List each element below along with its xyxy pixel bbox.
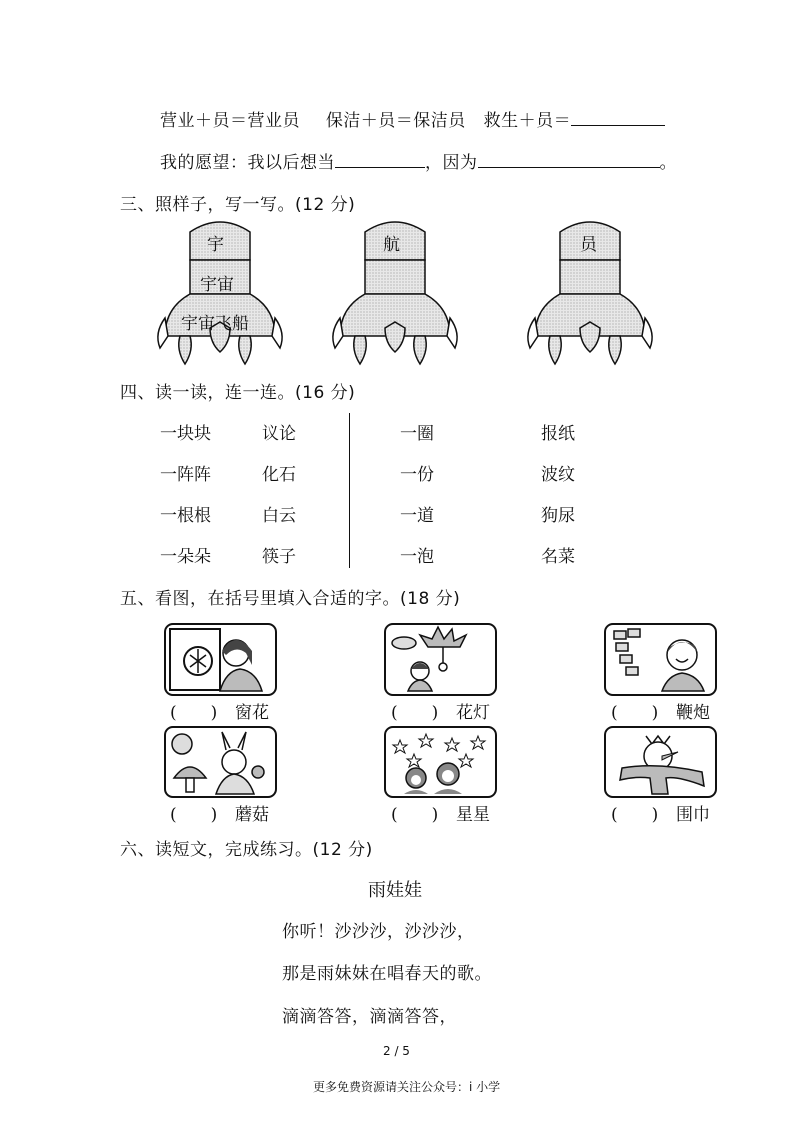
passage-line-3: 滴滴答答，滴滴答答， bbox=[282, 1007, 457, 1027]
word-6: 围巾 bbox=[676, 805, 710, 825]
answer-paren-4[interactable]: ( ) bbox=[170, 805, 218, 825]
answer-paren-6[interactable]: ( ) bbox=[611, 805, 659, 825]
noun-right-1: 报纸 bbox=[541, 424, 575, 444]
rocket3-top-label: 员 bbox=[580, 235, 597, 255]
stars-monkeys-icon bbox=[386, 728, 495, 796]
rocket1-bottom-label: 宇宙飞船 bbox=[181, 314, 249, 334]
picture-1 bbox=[164, 623, 277, 696]
noun-right-4: 名菜 bbox=[541, 547, 575, 567]
phrase-right-3: 一道 bbox=[400, 506, 434, 526]
section5-heading: 五、看图，在括号里填入合适的字。(18 分) bbox=[120, 589, 461, 609]
passage-line-2: 那是雨妹妹在唱春天的歌。 bbox=[282, 964, 492, 984]
noun-right-2: 波纹 bbox=[541, 465, 575, 485]
passage-title: 雨娃娃 bbox=[368, 880, 422, 901]
wish-suffix: 。 bbox=[659, 153, 677, 173]
word-1: 窗花 bbox=[235, 703, 269, 723]
phrase-left-1: 一块块 bbox=[160, 424, 211, 444]
wish-middle: ，因为 bbox=[425, 153, 478, 173]
section4-heading: 四、读一读，连一连。(16 分) bbox=[120, 383, 356, 403]
paper-cutting-girl-icon bbox=[166, 625, 275, 694]
equation-3: 救生＋员＝ bbox=[483, 111, 572, 131]
footer-note: 更多免费资源请关注公众号：i 小学 bbox=[313, 1080, 501, 1094]
noun-left-3: 白云 bbox=[262, 506, 296, 526]
wish-prefix: 我的愿望：我以后想当 bbox=[160, 153, 335, 173]
rocket1-top-label: 宇 bbox=[207, 235, 224, 255]
rocket2-middle-blank[interactable] bbox=[366, 268, 424, 298]
word-2: 花灯 bbox=[456, 703, 490, 723]
picture-3 bbox=[604, 623, 717, 696]
noun-right-3: 狗尿 bbox=[541, 506, 575, 526]
noun-left-1: 议论 bbox=[262, 424, 296, 444]
phrase-left-2: 一阵阵 bbox=[160, 465, 211, 485]
picture-2 bbox=[384, 623, 497, 696]
phrase-left-3: 一根根 bbox=[160, 506, 211, 526]
fill-line-2 bbox=[160, 148, 677, 173]
answer-paren-3[interactable]: ( ) bbox=[611, 703, 659, 723]
answer-paren-1[interactable]: ( ) bbox=[170, 703, 218, 723]
answer-paren-2[interactable]: ( ) bbox=[391, 703, 439, 723]
reason-blank[interactable] bbox=[478, 149, 660, 168]
rocket3-middle-blank[interactable] bbox=[561, 268, 619, 298]
section6-heading: 六、读短文，完成练习。(12 分) bbox=[120, 840, 373, 860]
page-number: 2 / 5 bbox=[383, 1044, 410, 1058]
passage-line-1: 你听！沙沙沙，沙沙沙， bbox=[282, 922, 475, 942]
mushroom-rabbit-icon bbox=[166, 728, 275, 796]
rocket2-top-label: 航 bbox=[383, 235, 400, 255]
answer-blank-1[interactable] bbox=[571, 107, 665, 126]
picture-6 bbox=[604, 726, 717, 798]
snowman-scarf-icon bbox=[606, 728, 715, 796]
phrase-left-4: 一朵朵 bbox=[160, 547, 211, 567]
lantern-girl-icon bbox=[386, 625, 495, 694]
fill-line-1 bbox=[160, 106, 665, 131]
section3-heading: 三、照样子，写一写。(12 分) bbox=[120, 195, 356, 215]
firecracker-boy-icon bbox=[606, 625, 715, 694]
equation-1: 营业＋员＝营业员 bbox=[160, 111, 300, 131]
column-divider bbox=[349, 413, 350, 568]
picture-4 bbox=[164, 726, 277, 798]
answer-paren-5[interactable]: ( ) bbox=[391, 805, 439, 825]
wish-blank[interactable] bbox=[335, 149, 425, 168]
equation-2: 保洁＋员＝保洁员 bbox=[325, 111, 466, 131]
phrase-right-2: 一份 bbox=[400, 465, 434, 485]
phrase-right-4: 一泡 bbox=[400, 547, 434, 567]
word-4: 蘑菇 bbox=[235, 805, 269, 825]
noun-left-2: 化石 bbox=[262, 465, 296, 485]
rocket1-middle-label: 宇宙 bbox=[200, 275, 234, 295]
word-3: 鞭炮 bbox=[676, 703, 710, 723]
picture-5 bbox=[384, 726, 497, 798]
phrase-right-1: 一圈 bbox=[400, 424, 434, 444]
noun-left-4: 筷子 bbox=[262, 547, 296, 567]
word-5: 星星 bbox=[456, 805, 490, 825]
